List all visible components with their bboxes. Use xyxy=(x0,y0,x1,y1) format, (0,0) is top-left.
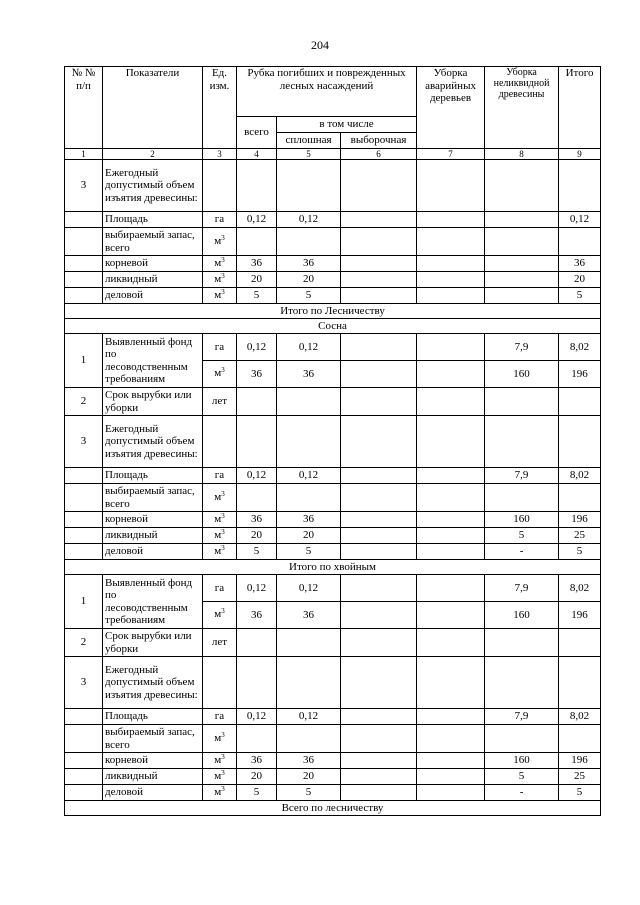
table-row xyxy=(65,484,601,512)
row-indicator: Ежегодный допустимый объем изъятия древесины: xyxy=(103,416,203,468)
table-row xyxy=(65,725,601,753)
value-c4: 36 xyxy=(237,361,277,388)
value-c6 xyxy=(341,256,417,272)
table-row xyxy=(65,228,601,256)
row-number: 2 xyxy=(65,388,103,416)
value-c4: 20 xyxy=(237,769,277,785)
value-c9: 196 xyxy=(559,512,601,528)
value-c9: 8,02 xyxy=(559,334,601,361)
table-row xyxy=(65,512,601,528)
species-title xyxy=(65,319,601,334)
value-c7 xyxy=(417,709,485,725)
row-unit: $м^3$ xyxy=(203,544,237,560)
value-c9: 8,02 xyxy=(559,575,601,602)
column-number: 9 xyxy=(559,149,601,160)
value-c9 xyxy=(559,416,601,468)
row-number xyxy=(65,256,103,272)
row-indicator: выбираемый запас, всего xyxy=(103,228,203,256)
row-number xyxy=(65,228,103,256)
value-c6 xyxy=(341,657,417,709)
value-c8 xyxy=(485,212,559,228)
value-c7 xyxy=(417,272,485,288)
unit-superscript: 3 xyxy=(221,287,225,296)
row-indicator: Срок вырубки или уборки xyxy=(103,388,203,416)
value-c4: 5 xyxy=(237,544,277,560)
value-c8: 7,9 xyxy=(485,575,559,602)
value-c9: 8,02 xyxy=(559,468,601,484)
header-selective-cut: выборочная xyxy=(341,133,417,149)
table-row xyxy=(65,753,601,769)
value-c9: 196 xyxy=(559,753,601,769)
value-c6 xyxy=(341,416,417,468)
value-c8 xyxy=(485,725,559,753)
value-c5: 20 xyxy=(277,769,341,785)
value-c5: 0,12 xyxy=(277,709,341,725)
value-c7 xyxy=(417,785,485,801)
value-c9: 8,02 xyxy=(559,709,601,725)
value-c5 xyxy=(277,629,341,657)
value-c6 xyxy=(341,212,417,228)
value-c8: 160 xyxy=(485,602,559,629)
value-c8 xyxy=(485,272,559,288)
value-c4 xyxy=(237,228,277,256)
table-row xyxy=(65,629,601,657)
value-c4: 0,12 xyxy=(237,709,277,725)
value-c8 xyxy=(485,657,559,709)
value-c4 xyxy=(237,484,277,512)
unit-superscript: 3 xyxy=(221,489,225,498)
value-c8 xyxy=(485,629,559,657)
value-c4 xyxy=(237,388,277,416)
value-c5: 0,12 xyxy=(277,334,341,361)
value-c6 xyxy=(341,602,417,629)
section-total-label: Итого по Лесничеству xyxy=(65,304,601,319)
value-c5: 0,12 xyxy=(277,212,341,228)
value-c8 xyxy=(485,484,559,512)
value-c8 xyxy=(485,228,559,256)
row-unit: $м^3$ xyxy=(203,228,237,256)
value-c7 xyxy=(417,468,485,484)
value-c5: 20 xyxy=(277,528,341,544)
value-c4: 0,12 xyxy=(237,334,277,361)
value-c6 xyxy=(341,769,417,785)
column-number-row xyxy=(65,149,601,160)
value-c6 xyxy=(341,785,417,801)
section-total xyxy=(65,560,601,575)
value-c9: 25 xyxy=(559,769,601,785)
row-indicator: Площадь xyxy=(103,468,203,484)
value-c6 xyxy=(341,544,417,560)
row-number: 1 xyxy=(65,334,103,388)
value-c9: 20 xyxy=(559,272,601,288)
value-c8: 160 xyxy=(485,361,559,388)
value-c8: 5 xyxy=(485,528,559,544)
value-c9 xyxy=(559,629,601,657)
value-c4: 0,12 xyxy=(237,575,277,602)
value-c5: 5 xyxy=(277,544,341,560)
value-c8: 160 xyxy=(485,512,559,528)
table-row xyxy=(65,334,601,361)
row-unit: $м^3$ xyxy=(203,288,237,304)
header-number: № № п/п xyxy=(65,67,103,149)
value-c5: 36 xyxy=(277,753,341,769)
value-c4: 0,12 xyxy=(237,468,277,484)
row-unit: $м^3$ xyxy=(203,512,237,528)
value-c5: 0,12 xyxy=(277,468,341,484)
value-c4: 5 xyxy=(237,785,277,801)
value-c9 xyxy=(559,657,601,709)
value-c8: 7,9 xyxy=(485,334,559,361)
value-c9 xyxy=(559,725,601,753)
value-c7 xyxy=(417,416,485,468)
value-c5: 36 xyxy=(277,361,341,388)
section-total-label: Итого по хвойным xyxy=(65,560,601,575)
value-c6 xyxy=(341,334,417,361)
species-title-label: Сосна xyxy=(65,319,601,334)
value-c6 xyxy=(341,228,417,256)
row-unit: $м^3$ xyxy=(203,602,237,629)
row-number xyxy=(65,484,103,512)
value-c8: 5 xyxy=(485,769,559,785)
header-emergency-trees: Уборка аварийных деревьев xyxy=(417,67,485,149)
row-unit: лет xyxy=(203,629,237,657)
row-unit: $м^3$ xyxy=(203,785,237,801)
value-c9: 25 xyxy=(559,528,601,544)
value-c7 xyxy=(417,544,485,560)
row-number xyxy=(65,769,103,785)
row-indicator: деловой xyxy=(103,544,203,560)
row-number xyxy=(65,785,103,801)
row-indicator: Срок вырубки или уборки xyxy=(103,629,203,657)
value-c7 xyxy=(417,753,485,769)
value-c7 xyxy=(417,575,485,602)
value-c5: 36 xyxy=(277,602,341,629)
row-unit: лет xyxy=(203,388,237,416)
row-unit xyxy=(203,657,237,709)
table-row xyxy=(65,544,601,560)
column-number: 4 xyxy=(237,149,277,160)
value-c9 xyxy=(559,484,601,512)
row-indicator: Площадь xyxy=(103,212,203,228)
value-c5: 20 xyxy=(277,272,341,288)
unit-superscript: 3 xyxy=(221,271,225,280)
row-unit: $м^3$ xyxy=(203,769,237,785)
value-c8 xyxy=(485,416,559,468)
table-row xyxy=(65,272,601,288)
value-c7 xyxy=(417,388,485,416)
value-c9: 196 xyxy=(559,361,601,388)
row-unit: га xyxy=(203,334,237,361)
table-row xyxy=(65,785,601,801)
row-number: 2 xyxy=(65,629,103,657)
value-c5 xyxy=(277,657,341,709)
row-number xyxy=(65,468,103,484)
row-number xyxy=(65,212,103,228)
row-number xyxy=(65,272,103,288)
section-total-label: Всего по лесничеству xyxy=(65,801,601,816)
row-number xyxy=(65,528,103,544)
value-c8: 160 xyxy=(485,753,559,769)
value-c7 xyxy=(417,528,485,544)
unit-superscript: 3 xyxy=(221,730,225,739)
unit-superscript: 3 xyxy=(221,543,225,552)
unit-superscript: 3 xyxy=(221,527,225,536)
row-number xyxy=(65,288,103,304)
unit-superscript: 3 xyxy=(221,366,225,375)
unit-superscript: 3 xyxy=(221,768,225,777)
unit-superscript: 3 xyxy=(221,511,225,520)
value-c6 xyxy=(341,753,417,769)
header-unit: Ед. изм. xyxy=(203,67,237,149)
row-unit: $м^3$ xyxy=(203,361,237,388)
row-indicator: корневой xyxy=(103,256,203,272)
value-c6 xyxy=(341,528,417,544)
value-c4: 0,12 xyxy=(237,212,277,228)
value-c6 xyxy=(341,272,417,288)
column-number: 6 xyxy=(341,149,417,160)
row-indicator: деловой xyxy=(103,288,203,304)
value-c9 xyxy=(559,388,601,416)
value-c6 xyxy=(341,468,417,484)
value-c5: 5 xyxy=(277,785,341,801)
row-number xyxy=(65,709,103,725)
value-c5 xyxy=(277,725,341,753)
row-unit: $м^3$ xyxy=(203,256,237,272)
row-number: 1 xyxy=(65,575,103,629)
section-total xyxy=(65,801,601,816)
value-c4: 20 xyxy=(237,528,277,544)
value-c6 xyxy=(341,575,417,602)
table-row xyxy=(65,657,601,709)
value-c5: 0,12 xyxy=(277,575,341,602)
value-c5: 36 xyxy=(277,512,341,528)
value-c8: 7,9 xyxy=(485,468,559,484)
row-unit xyxy=(203,416,237,468)
table-row xyxy=(65,528,601,544)
column-number: 7 xyxy=(417,149,485,160)
table-row xyxy=(65,575,601,602)
value-c8 xyxy=(485,160,559,212)
row-indicator: Площадь xyxy=(103,709,203,725)
value-c7 xyxy=(417,361,485,388)
row-unit: га xyxy=(203,575,237,602)
row-unit: $м^3$ xyxy=(203,272,237,288)
value-c9: 5 xyxy=(559,288,601,304)
row-indicator: ликвидный xyxy=(103,528,203,544)
value-c4 xyxy=(237,416,277,468)
value-c8 xyxy=(485,288,559,304)
table-row xyxy=(65,256,601,272)
row-indicator: деловой xyxy=(103,785,203,801)
value-c8 xyxy=(485,256,559,272)
row-number xyxy=(65,512,103,528)
row-unit: $м^3$ xyxy=(203,484,237,512)
table-row xyxy=(65,769,601,785)
value-c9: 36 xyxy=(559,256,601,272)
unit-superscript: 3 xyxy=(221,607,225,616)
value-c8: - xyxy=(485,544,559,560)
table-row xyxy=(65,416,601,468)
value-c6 xyxy=(341,388,417,416)
row-indicator: Выявленный фонд по лесоводственным требованиям xyxy=(103,334,203,388)
header-illiquid-wood: Уборка неликвидной древесины xyxy=(485,67,559,149)
row-indicator: выбираемый запас, всего xyxy=(103,725,203,753)
row-number: 3 xyxy=(65,160,103,212)
value-c4: 36 xyxy=(237,753,277,769)
value-c8: - xyxy=(485,785,559,801)
value-c4: 20 xyxy=(237,272,277,288)
column-number: 8 xyxy=(485,149,559,160)
row-number xyxy=(65,725,103,753)
value-c6 xyxy=(341,725,417,753)
row-number xyxy=(65,753,103,769)
row-unit: га xyxy=(203,212,237,228)
page-number: 204 xyxy=(311,38,329,52)
value-c4 xyxy=(237,629,277,657)
value-c9: 0,12 xyxy=(559,212,601,228)
header-all: всего xyxy=(237,117,277,149)
row-unit: $м^3$ xyxy=(203,753,237,769)
value-c7 xyxy=(417,160,485,212)
value-c8 xyxy=(485,388,559,416)
value-c6 xyxy=(341,629,417,657)
value-c6 xyxy=(341,709,417,725)
value-c5 xyxy=(277,484,341,512)
row-indicator: выбираемый запас, всего xyxy=(103,484,203,512)
table-row xyxy=(65,160,601,212)
row-indicator: корневой xyxy=(103,753,203,769)
row-indicator: ликвидный xyxy=(103,769,203,785)
value-c9 xyxy=(559,228,601,256)
value-c7 xyxy=(417,228,485,256)
value-c6 xyxy=(341,512,417,528)
value-c7 xyxy=(417,212,485,228)
section-total xyxy=(65,304,601,319)
value-c9 xyxy=(559,160,601,212)
header-including: в том числе xyxy=(277,117,417,133)
forestry-table xyxy=(64,66,601,816)
value-c5 xyxy=(277,160,341,212)
value-c6 xyxy=(341,484,417,512)
value-c5 xyxy=(277,228,341,256)
row-unit: $м^3$ xyxy=(203,528,237,544)
value-c5: 5 xyxy=(277,288,341,304)
value-c7 xyxy=(417,334,485,361)
value-c6 xyxy=(341,288,417,304)
table-row xyxy=(65,212,601,228)
header-clear-cut: сплошная xyxy=(277,133,341,149)
column-number: 1 xyxy=(65,149,103,160)
value-c7 xyxy=(417,484,485,512)
table-row xyxy=(65,388,601,416)
row-indicator: Ежегодный допустимый объем изъятия древесины: xyxy=(103,160,203,212)
row-number: 3 xyxy=(65,657,103,709)
value-c7 xyxy=(417,288,485,304)
value-c7 xyxy=(417,725,485,753)
value-c4 xyxy=(237,160,277,212)
unit-superscript: 3 xyxy=(221,255,225,264)
value-c4: 36 xyxy=(237,602,277,629)
unit-superscript: 3 xyxy=(221,752,225,761)
value-c7 xyxy=(417,256,485,272)
value-c5: 36 xyxy=(277,256,341,272)
value-c4 xyxy=(237,725,277,753)
value-c5 xyxy=(277,416,341,468)
table-row xyxy=(65,468,601,484)
value-c8: 7,9 xyxy=(485,709,559,725)
row-number xyxy=(65,544,103,560)
row-unit: $м^3$ xyxy=(203,725,237,753)
header-felling-group: Рубка погибших и поврежденных лесных насаждений xyxy=(237,67,417,117)
column-number: 3 xyxy=(203,149,237,160)
value-c4: 36 xyxy=(237,256,277,272)
value-c4: 5 xyxy=(237,288,277,304)
value-c6 xyxy=(341,361,417,388)
row-number: 3 xyxy=(65,416,103,468)
row-indicator: корневой xyxy=(103,512,203,528)
value-c7 xyxy=(417,512,485,528)
value-c9: 5 xyxy=(559,544,601,560)
column-number: 2 xyxy=(103,149,203,160)
value-c7 xyxy=(417,769,485,785)
row-indicator: Ежегодный допустимый объем изъятия древесины: xyxy=(103,657,203,709)
row-unit: га xyxy=(203,468,237,484)
column-number: 5 xyxy=(277,149,341,160)
header-indicators: Показатели xyxy=(103,67,203,149)
value-c9: 196 xyxy=(559,602,601,629)
row-indicator: Выявленный фонд по лесоводственным требованиям xyxy=(103,575,203,629)
value-c4: 36 xyxy=(237,512,277,528)
row-unit xyxy=(203,160,237,212)
value-c4 xyxy=(237,657,277,709)
table-row xyxy=(65,288,601,304)
row-unit: га xyxy=(203,709,237,725)
table-row xyxy=(65,709,601,725)
value-c6 xyxy=(341,160,417,212)
value-c5 xyxy=(277,388,341,416)
value-c7 xyxy=(417,602,485,629)
value-c7 xyxy=(417,629,485,657)
header-total: Итого xyxy=(559,67,601,149)
unit-superscript: 3 xyxy=(221,233,225,242)
unit-superscript: 3 xyxy=(221,784,225,793)
value-c9: 5 xyxy=(559,785,601,801)
value-c7 xyxy=(417,657,485,709)
row-indicator: ликвидный xyxy=(103,272,203,288)
